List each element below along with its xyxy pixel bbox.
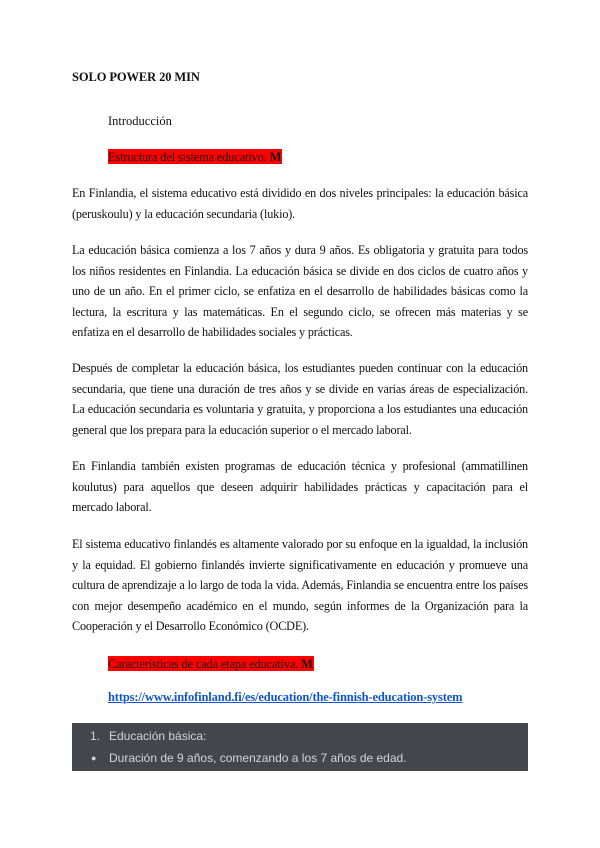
heading-label: Estructura del sistema educativo. xyxy=(108,150,267,164)
heading-label: Características de cada etapa educativa. xyxy=(108,657,299,671)
list-number: 1. xyxy=(90,729,101,743)
section-heading-characteristics xyxy=(108,657,314,672)
bullet-icon: ● xyxy=(91,753,97,763)
section-heading-structure xyxy=(108,150,282,165)
paragraph: La educación básica comienza a los 7 años y dura 9 años. Es obligatoria y gratuita para todos los niños residentes en Finlandia. La educación básica se divide en dos ciclos de cuatro años y uno de un año. En el primer ciclo, se enfatiza en el desarrollo de habilidades básicas como la lectura, la escritura y las matemáticas. En el segundo ciclo, se ofrecen más materias y se enfatiza en el desarrollo de habilidades sociales y prácticas. xyxy=(72,243,528,340)
heading-tag: M xyxy=(269,150,282,164)
document-title: SOLO POWER 20 MIN xyxy=(72,70,200,84)
paragraph: El sistema educativo finlandés es altamente valorado por su enfoque en la igualdad, la inclusión y la equidad. El gobierno finlandés invierte significativamente en educación y promueve una cultura de aprendizaje a lo largo de toda la vida. Además, Finlandia se encuentra entre los países con mejor desempeño académico en el mundo, según informes de la Organización para la Cooperación y el Desarrollo Económico (OCDE). xyxy=(72,537,528,634)
heading-tag: M xyxy=(301,657,313,671)
paragraph: Después de completar la educación básica, los estudiantes pueden continuar con la educación secundaria, que tiene una duración de tres años y se divide en varias áreas de especialización. La educación secundaria es voluntaria y gratuita, y proporciona a los estudiantes una educación general que los prepara para la educación superior o el mercado laboral. xyxy=(72,361,528,437)
highlighted-heading-text xyxy=(108,656,314,671)
infofinland-link[interactable]: https://www.infofinland.fi/es/education/the-finnish-education-system xyxy=(108,690,463,704)
paragraph: En Finlandia, el sistema educativo está dividido en dos niveles principales: la educación básica (peruskoulu) y la educación secundaria (lukio). xyxy=(72,186,528,221)
list-item-text: Educación básica: xyxy=(109,729,207,743)
highlighted-heading-text xyxy=(108,149,282,164)
paragraph: En Finlandia también existen programas de educación técnica y profesional (ammatillinen koulutus) para aquellos que deseen adquirir habilidades prácticas y capacitación para el mercado laboral. xyxy=(72,459,528,515)
pasted-dark-block xyxy=(72,723,528,771)
list-item-text: Duración de 9 años, comenzando a los 7 años de edad. xyxy=(109,751,407,765)
intro-heading: Introducción xyxy=(108,114,172,128)
